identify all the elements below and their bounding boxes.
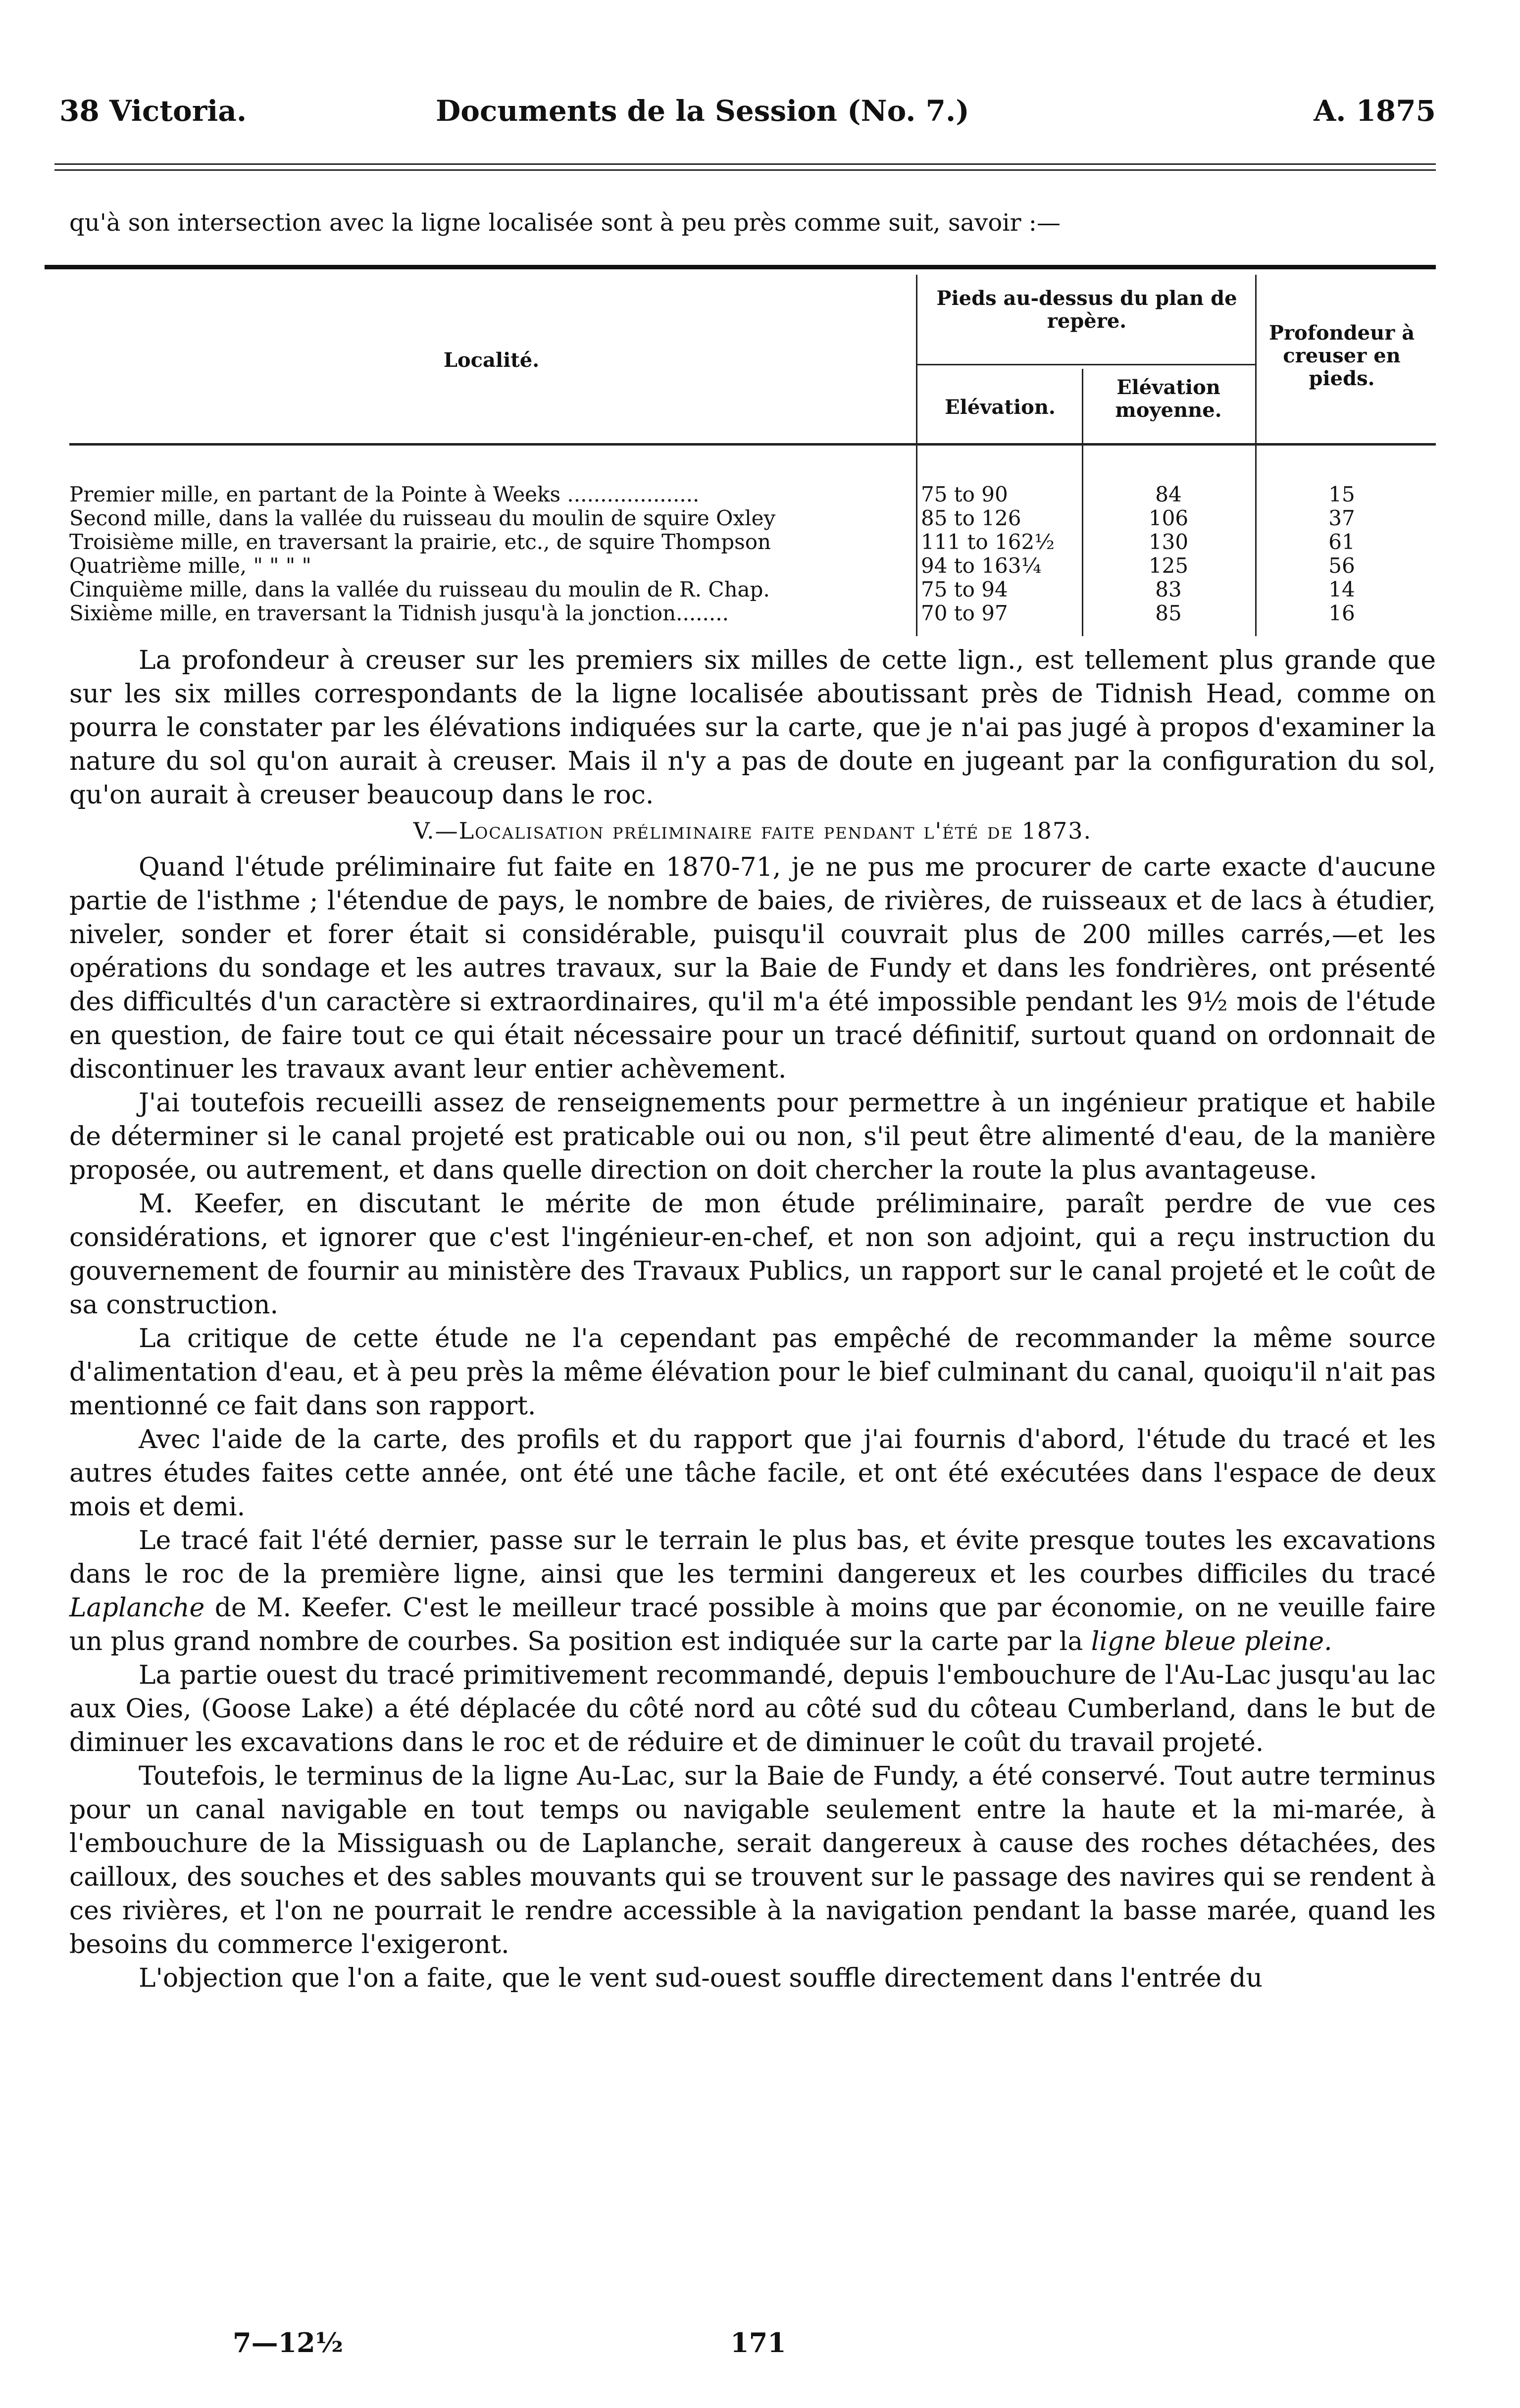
paragraph: Avec l'aide de la carte, des profils et du rapport que j'ai fournis d'abord, l'étude du tracé et les autres études faites cette année, ont été une tâche facile, et ont été exécutées dans l'espace de deux mois et demi. [69, 1425, 1436, 1522]
table-row [69, 483, 1436, 506]
cell-profondeur: 37 [1328, 506, 1355, 530]
cell-elevation: 85 to 126 [921, 506, 1021, 530]
elevation-table [69, 275, 1436, 636]
cell-localite: Quatrième mille, " " " " [69, 554, 311, 578]
signature-mark: 7—12½ [233, 2327, 344, 2358]
table-top-rule [45, 265, 1436, 269]
cell-profondeur: 14 [1328, 577, 1355, 602]
running-head [59, 94, 1436, 139]
cell-elevation: 111 to 162½ [921, 530, 1055, 554]
col-header-elevation: Elévation. [945, 396, 1056, 419]
page-number: 171 [730, 2327, 786, 2358]
cell-moyenne: 130 [1148, 530, 1189, 554]
header-year: A. 1875 [1314, 94, 1436, 128]
cell-localite: Troisième mille, en traversant la prairie, etc., de squire Thompson [69, 530, 771, 554]
intro-line: qu'à son intersection avec la ligne localisée sont à peu près comme suit, savoir :— [69, 209, 1061, 237]
body-text [69, 644, 1436, 1995]
table-row [69, 578, 1436, 602]
table-row [69, 530, 1436, 554]
paragraph: Toutefois, le terminus de la ligne Au-Lac, sur la Baie de Fundy, a été conservé. Tout autre terminus pour un canal navigable en tout temps ou navigable seulement entre la haute et la mi-marée, à l'embouchure de la Missiguash ou de Laplanche, serait dangereux à cause des roches détachées, des cailloux, des souches et des sables mouvants qui se trouvent sur le passage des navires qui se rendent à ces rivières, et l'on ne pourrait le rendre accessible à la navigation pendant la basse marée, quand les besoins du commerce l'exigeront. [69, 1761, 1436, 1959]
col-header-profondeur: Profondeur à creuser en pieds. [1268, 321, 1415, 390]
col-header-moyenne: Elévation moyenne. [1115, 376, 1222, 422]
header-rule [54, 163, 1436, 165]
col-header-pieds: Pieds au-dessus du plan de repère. [936, 287, 1237, 333]
section-heading: V.—Localisation préliminaire faite pendant l'été de 1873. [413, 817, 1092, 844]
header-rule-2 [54, 169, 1436, 171]
cell-localite: Sixième mille, en traversant la Tidnish jusqu'à la jonction........ [69, 602, 729, 625]
table-row [69, 602, 1436, 625]
paragraph: L'objection que l'on a faite, que le vent sud-ouest souffle directement dans l'entrée du [139, 1963, 1263, 1993]
cell-elevation: 94 to 163¼ [921, 553, 1042, 578]
header-volume: 38 Victoria. [59, 94, 247, 128]
paragraph: M. Keefer, en discutant le mérite de mon étude préliminaire, paraît perdre de vue ces considérations, et ignorer que c'est l'ingénieur-en-chef, et non son adjoint, qui a reçu instruction du gouvernement de fournir au ministère des Travaux Publics, un rapport sur le canal projeté et le coût de sa construction. [69, 1189, 1436, 1320]
cell-profondeur: 56 [1328, 553, 1355, 578]
cell-localite: Second mille, dans la vallée du ruisseau du moulin de squire Oxley [69, 506, 776, 530]
header-title: Documents de la Session (No. 7.) [436, 94, 969, 128]
table-header-rule [69, 443, 1436, 446]
paragraph: La profondeur à creuser sur les premiers six milles de cette lign., est tellement plus grande que sur les six milles correspondants de la ligne localisée aboutissant près de Tidnish Head, comme on pourra le constater par les élévations indiquées sur la carte, que je n'ai pas jugé à propos d'examiner la nature du sol qu'on aurait à creuser. Mais il n'y a pas de doute en jugeant par la configuration du sol, qu'on aurait à creuser beaucoup dans le roc. [69, 646, 1436, 810]
cell-profondeur: 15 [1328, 482, 1355, 506]
paragraph [69, 1524, 1436, 1658]
cell-localite: Premier mille, en partant de la Pointe à Weeks .................... [69, 483, 700, 506]
table-row [69, 506, 1436, 530]
cell-elevation: 75 to 90 [921, 482, 1008, 506]
paragraph: La partie ouest du tracé primitivement recommandé, depuis l'embouchure de l'Au-Lac jusqu'au lac aux Oies, (Goose Lake) a été déplacée du côté nord au côté sud du côteau Cumberland, dans le but de diminuer les excavations dans le roc et de réduire et de diminuer le coût du travail projeté. [69, 1660, 1436, 1757]
italic-phrase: ligne bleue pleine. [1091, 1627, 1332, 1656]
cell-profondeur: 61 [1328, 530, 1355, 554]
cell-elevation: 75 to 94 [921, 577, 1008, 602]
page-footer [0, 2327, 1520, 2366]
paragraph-text: de M. Keefer. C'est le meilleur tracé possible à moins que par économie, on ne veuille faire un plus grand nombre de courbes. Sa position est indiquée sur la carte par la [69, 1593, 1436, 1656]
cell-moyenne: 83 [1155, 577, 1182, 602]
paragraph-text: Le tracé fait l'été dernier, passe sur le terrain le plus bas, et évite presque toutes les excavations dans le roc de la première ligne, ainsi que les termini dangereux et les courbes difficiles du tracé [69, 1526, 1436, 1589]
cell-moyenne: 85 [1155, 601, 1182, 625]
paragraph: Quand l'étude préliminaire fut faite en 1870-71, je ne pus me procurer de carte exacte d'aucune partie de l'isthme ; l'étendue de pays, le nombre de baies, de rivières, de ruisseaux et de lacs à étudier, niveler, sonder et forer était si considérable, puisqu'il couvrait plus de 200 milles carrés,—et les opérations du sondage et les autres travaux, sur la Baie de Fundy et dans les fondrières, ont présenté des difficultés d'un caractère si extraordinaires, qu'il m'a été impossible pendant les 9½ mois de l'étude en question, de faire tout ce qui était nécessaire pour un tracé définitif, surtout quand on ordonnait de discontinuer les travaux avant leur entier achèvement. [69, 853, 1436, 1084]
cell-localite: Cinquième mille, dans la vallée du ruisseau du moulin de R. Chap. [69, 578, 770, 602]
italic-name: Laplanche [69, 1593, 205, 1623]
table-row [69, 554, 1436, 578]
paragraph: La critique de cette étude ne l'a cependant pas empêché de recommander la même source d'alimentation d'eau, et à peu près la même élévation pour le bief culminant du canal, quoiqu'il n'ait pas mentionné ce fait dans son rapport. [69, 1324, 1436, 1421]
cell-moyenne: 84 [1155, 482, 1182, 506]
cell-profondeur: 16 [1328, 601, 1355, 625]
cell-moyenne: 125 [1148, 553, 1189, 578]
col-header-localite: Localité. [443, 349, 540, 372]
cell-elevation: 70 to 97 [921, 601, 1008, 625]
paragraph: J'ai toutefois recueilli assez de renseignements pour permettre à un ingénieur pratique et habile de déterminer si le canal projeté est praticable oui ou non, s'il peut être alimenté d'eau, de la manière proposée, ou autrement, et dans quelle direction on doit chercher la route la plus avantageuse. [69, 1088, 1436, 1185]
cell-moyenne: 106 [1148, 506, 1189, 530]
table-subheader-rule [916, 364, 1255, 365]
